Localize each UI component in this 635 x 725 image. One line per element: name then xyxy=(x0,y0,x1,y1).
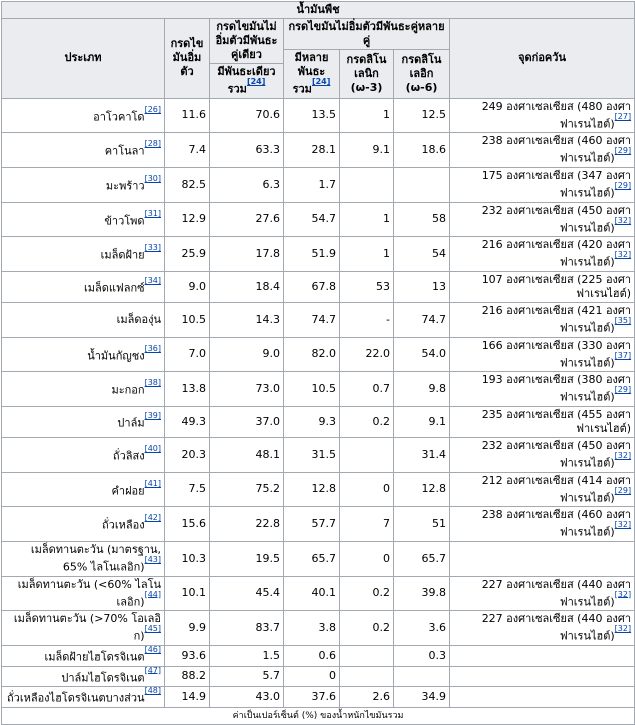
omega6-value: 13 xyxy=(394,271,450,302)
oil-name: ถั่วลิสง[40] xyxy=(2,437,165,472)
mono-value: 48.1 xyxy=(210,437,284,472)
omega3-value: 0.2 xyxy=(340,576,394,611)
mono-value: 5.7 xyxy=(210,666,284,687)
poly-value: 28.1 xyxy=(284,133,340,168)
poly-value: 0.6 xyxy=(284,645,340,666)
saturated-value: 25.9 xyxy=(165,237,210,272)
oil-name: เมล็ดทานตะวัน (มาตรฐาน, 65% ไลโนเลอิก)[43] xyxy=(2,541,165,576)
ref-link[interactable]: [29] xyxy=(614,485,632,495)
header-poly-group: กรดไขมันไม่อิ่มตัวมีพันธะคู่หลายคู่ xyxy=(284,19,450,50)
ref-link[interactable]: [46] xyxy=(144,644,161,654)
saturated-value: 10.5 xyxy=(165,302,210,337)
smoke-point-value xyxy=(450,541,635,576)
oil-name: คำฝอย[41] xyxy=(2,472,165,507)
omega6-value: 51 xyxy=(394,507,450,542)
ref-link[interactable]: [45] xyxy=(144,624,161,634)
ref-link[interactable]: [44] xyxy=(144,589,161,599)
smoke-point-value: 227 องศาเซลเซียส (440 องศาฟาเรนไฮต์)[32] xyxy=(450,611,635,646)
omega6-value: 54.0 xyxy=(394,337,450,372)
omega6-value: 9.8 xyxy=(394,372,450,407)
omega6-value: 9.1 xyxy=(394,406,450,437)
table-row xyxy=(2,98,635,133)
mono-value: 14.3 xyxy=(210,302,284,337)
table-row xyxy=(2,645,635,666)
table-row xyxy=(2,666,635,687)
poly-value: 10.5 xyxy=(284,372,340,407)
poly-value: 1.7 xyxy=(284,167,340,202)
oil-name: น้ำมันกัญชง[36] xyxy=(2,337,165,372)
omega3-value xyxy=(340,167,394,202)
table-row xyxy=(2,372,635,407)
omega3-value: 0.2 xyxy=(340,406,394,437)
oil-name: เมล็ดฝ้าย[33] xyxy=(2,237,165,272)
oil-name: มะกอก[38] xyxy=(2,372,165,407)
table-row xyxy=(2,507,635,542)
ref-link[interactable]: [29] xyxy=(614,385,632,395)
ref-link[interactable]: [26] xyxy=(144,104,161,114)
omega3-value: 0 xyxy=(340,472,394,507)
ref-link[interactable]: [29] xyxy=(614,180,632,190)
omega6-value: 39.8 xyxy=(394,576,450,611)
table-row xyxy=(2,687,635,708)
omega6-value: 12.8 xyxy=(394,472,450,507)
mono-value: 70.6 xyxy=(210,98,284,133)
mono-value: 43.0 xyxy=(210,687,284,708)
omega6-value: 12.5 xyxy=(394,98,450,133)
smoke-point-value: 216 องศาเซลเซียส (421 องศาฟาเรนไฮต์)[35] xyxy=(450,302,635,337)
header-saturated: กรดไขมันอิ่มตัว xyxy=(165,19,210,99)
omega6-value: 58 xyxy=(394,202,450,237)
table-row xyxy=(2,167,635,202)
oil-name: เมล็ดแฟลกซ์[34] xyxy=(2,271,165,302)
omega3-value: 7 xyxy=(340,507,394,542)
omega6-value: 34.9 xyxy=(394,687,450,708)
poly-value: 65.7 xyxy=(284,541,340,576)
table-row xyxy=(2,576,635,611)
oil-name: มะพร้าว[30] xyxy=(2,167,165,202)
smoke-point-value: 238 องศาเซลเซียส (460 องศาฟาเรนไฮต์)[32] xyxy=(450,507,635,542)
mono-value: 63.3 xyxy=(210,133,284,168)
omega6-value: 31.4 xyxy=(394,437,450,472)
smoke-point-value xyxy=(450,687,635,708)
mono-value: 1.5 xyxy=(210,645,284,666)
saturated-value: 13.8 xyxy=(165,372,210,407)
header-omega3: กรดลิโนเลนิก (ω-3) xyxy=(340,50,394,99)
mono-value: 37.0 xyxy=(210,406,284,437)
poly-value: 74.7 xyxy=(284,302,340,337)
ref-link[interactable]: [32] xyxy=(614,250,632,260)
table-row xyxy=(2,611,635,646)
saturated-value: 14.9 xyxy=(165,687,210,708)
saturated-value: 9.0 xyxy=(165,271,210,302)
mono-value: 22.8 xyxy=(210,507,284,542)
mono-value: 27.6 xyxy=(210,202,284,237)
omega3-value xyxy=(340,666,394,687)
table-row xyxy=(2,271,635,302)
ref-link[interactable]: [37] xyxy=(614,350,632,360)
oil-name: ถั่วเหลืองไฮโดรจิเนตบางส่วน[48] xyxy=(2,687,165,708)
ref-link[interactable]: [41] xyxy=(144,478,161,488)
smoke-point-value: 232 องศาเซลเซียส (450 องศาฟาเรนไฮต์)[32] xyxy=(450,202,635,237)
oil-name: อาโวคาโด[26] xyxy=(2,98,165,133)
ref-link[interactable]: [34] xyxy=(144,276,161,286)
omega3-value xyxy=(340,437,394,472)
saturated-value: 12.9 xyxy=(165,202,210,237)
oil-name: ปาล์ม[39] xyxy=(2,406,165,437)
omega3-value: 1 xyxy=(340,98,394,133)
mono-value: 19.5 xyxy=(210,541,284,576)
omega3-value: 2.6 xyxy=(340,687,394,708)
oil-name: ถั่วเหลือง[42] xyxy=(2,507,165,542)
poly-value: 0 xyxy=(284,666,340,687)
saturated-value: 15.6 xyxy=(165,507,210,542)
oil-name: เมล็ดฝ้ายไฮโดรจิเนต[46] xyxy=(2,645,165,666)
saturated-value: 10.1 xyxy=(165,576,210,611)
poly-value: 51.9 xyxy=(284,237,340,272)
table-row xyxy=(2,472,635,507)
ref-link[interactable]: [35] xyxy=(614,315,632,325)
saturated-value: 7.0 xyxy=(165,337,210,372)
saturated-value: 20.3 xyxy=(165,437,210,472)
ref-link[interactable]: [24] xyxy=(311,76,331,86)
table-row xyxy=(2,237,635,272)
omega3-value: 0 xyxy=(340,541,394,576)
poly-value: 12.8 xyxy=(284,472,340,507)
mono-value: 6.3 xyxy=(210,167,284,202)
smoke-point-value: 175 องศาเซลเซียส (347 องศาฟาเรนไฮต์)[29] xyxy=(450,167,635,202)
saturated-value: 9.9 xyxy=(165,611,210,646)
smoke-point-value: 238 องศาเซลเซียส (460 องศาฟาเรนไฮต์)[29] xyxy=(450,133,635,168)
saturated-value: 7.4 xyxy=(165,133,210,168)
omega6-value: 0.3 xyxy=(394,645,450,666)
header-mono: กรดไขมันไม่อิ่มตัวมีพันธะคู่เดียว xyxy=(210,19,284,64)
smoke-point-value: 107 องศาเซลเซียส (225 องศาฟาเรนไฮต์) xyxy=(450,271,635,302)
header-mono-total: มีพันธะเดียวรวม[24] xyxy=(210,64,284,99)
smoke-point-value: 227 องศาเซลเซียส (440 องศาฟาเรนไฮต์)[32] xyxy=(450,576,635,611)
ref-link[interactable]: [36] xyxy=(144,343,161,353)
oil-name: เมล็ดองุ่น xyxy=(2,302,165,337)
saturated-value: 82.5 xyxy=(165,167,210,202)
header-type: ประเภท xyxy=(2,19,165,99)
smoke-point-value xyxy=(450,666,635,687)
ref-link[interactable]: [48] xyxy=(144,686,161,696)
table-row xyxy=(2,202,635,237)
mono-value: 75.2 xyxy=(210,472,284,507)
ref-link[interactable]: [32] xyxy=(614,589,632,599)
saturated-value: 10.3 xyxy=(165,541,210,576)
omega3-value: 0.7 xyxy=(340,372,394,407)
header-poly-total: มีหลายพันธะรวม[24] xyxy=(284,50,340,99)
ref-link[interactable]: [27] xyxy=(614,111,632,121)
saturated-value: 49.3 xyxy=(165,406,210,437)
header-omega6: กรดลิโนเลอิก (ω-6) xyxy=(394,50,450,99)
smoke-point-value: 166 องศาเซลเซียส (330 องศาฟาเรนไฮต์)[37] xyxy=(450,337,635,372)
ref-link[interactable]: [42] xyxy=(144,513,161,523)
table-row xyxy=(2,302,635,337)
ref-link[interactable]: [24] xyxy=(246,76,266,86)
mono-value: 45.4 xyxy=(210,576,284,611)
oil-name: คาโนลา[28] xyxy=(2,133,165,168)
omega6-value: 65.7 xyxy=(394,541,450,576)
vegetable-oil-table xyxy=(1,1,635,725)
header-smoke-point: จุดก่อควัน xyxy=(450,19,635,99)
table-row xyxy=(2,437,635,472)
smoke-point-value: 212 องศาเซลเซียส (414 องศาฟาเรนไฮต์)[29] xyxy=(450,472,635,507)
ref-link[interactable]: [32] xyxy=(614,450,632,460)
poly-value: 13.5 xyxy=(284,98,340,133)
smoke-point-value: 249 องศาเซลเซียส (480 องศาฟาเรนไฮต์)[27] xyxy=(450,98,635,133)
omega3-value: 9.1 xyxy=(340,133,394,168)
table-row xyxy=(2,406,635,437)
ref-link[interactable]: [32] xyxy=(614,520,632,530)
saturated-value: 93.6 xyxy=(165,645,210,666)
ref-link[interactable]: [32] xyxy=(614,215,632,225)
mono-value: 73.0 xyxy=(210,372,284,407)
omega3-value: 53 xyxy=(340,271,394,302)
table-title: น้ำมันพืช xyxy=(2,2,635,19)
smoke-point-value: 216 องศาเซลเซียส (420 องศาฟาเรนไฮต์)[32] xyxy=(450,237,635,272)
omega6-value: 74.7 xyxy=(394,302,450,337)
omega6-value: 54 xyxy=(394,237,450,272)
smoke-point-value xyxy=(450,645,635,666)
poly-value: 37.6 xyxy=(284,687,340,708)
ref-link[interactable]: [33] xyxy=(144,243,161,253)
poly-value: 57.7 xyxy=(284,507,340,542)
omega3-value: 1 xyxy=(340,237,394,272)
omega6-value: 3.6 xyxy=(394,611,450,646)
omega3-value: 22.0 xyxy=(340,337,394,372)
mono-value: 9.0 xyxy=(210,337,284,372)
omega6-value: 18.6 xyxy=(394,133,450,168)
ref-link[interactable]: [28] xyxy=(144,139,161,149)
mono-value: 83.7 xyxy=(210,611,284,646)
table-row xyxy=(2,133,635,168)
omega3-value: 1 xyxy=(340,202,394,237)
omega6-value xyxy=(394,666,450,687)
poly-value: 40.1 xyxy=(284,576,340,611)
oil-name: เมล็ดทานตะวัน (<60% ไลโนเลอิก)[44] xyxy=(2,576,165,611)
poly-value: 9.3 xyxy=(284,406,340,437)
omega6-value xyxy=(394,167,450,202)
poly-value: 54.7 xyxy=(284,202,340,237)
poly-value: 31.5 xyxy=(284,437,340,472)
omega3-value: 0.2 xyxy=(340,611,394,646)
smoke-point-value: 193 องศาเซลเซียส (380 องศาฟาเรนไฮต์)[29] xyxy=(450,372,635,407)
saturated-value: 11.6 xyxy=(165,98,210,133)
ref-link[interactable]: [30] xyxy=(144,173,161,183)
smoke-point-value: 235 องศาเซลเซียส (455 องศาฟาเรนไฮต์) xyxy=(450,406,635,437)
oil-name: ปาล์มไฮโดรจิเนต[47] xyxy=(2,666,165,687)
smoke-point-value: 232 องศาเซลเซียส (450 องศาฟาเรนไฮต์)[32] xyxy=(450,437,635,472)
poly-value: 67.8 xyxy=(284,271,340,302)
ref-link[interactable]: [39] xyxy=(144,411,161,421)
saturated-value: 88.2 xyxy=(165,666,210,687)
ref-link[interactable]: [38] xyxy=(144,378,161,388)
poly-value: 82.0 xyxy=(284,337,340,372)
table-row xyxy=(2,541,635,576)
mono-value: 17.8 xyxy=(210,237,284,272)
ref-link[interactable]: [40] xyxy=(144,443,161,453)
omega3-value: - xyxy=(340,302,394,337)
oil-name: ข้าวโพด[31] xyxy=(2,202,165,237)
mono-value: 18.4 xyxy=(210,271,284,302)
ref-link[interactable]: [29] xyxy=(614,146,632,156)
table-row xyxy=(2,337,635,372)
omega3-value xyxy=(340,645,394,666)
saturated-value: 7.5 xyxy=(165,472,210,507)
ref-link[interactable]: [32] xyxy=(614,624,632,634)
ref-link[interactable]: [43] xyxy=(144,554,161,564)
ref-link[interactable]: [31] xyxy=(144,208,161,218)
poly-value: 3.8 xyxy=(284,611,340,646)
table-caption: ค่าเป็นเปอร์เซ็นต์ (%) ของน้ำหนักไขมันรวม xyxy=(2,707,635,724)
ref-link[interactable]: [47] xyxy=(144,665,161,675)
oil-name: เมล็ดทานตะวัน (>70% โอเลอิก)[45] xyxy=(2,611,165,646)
